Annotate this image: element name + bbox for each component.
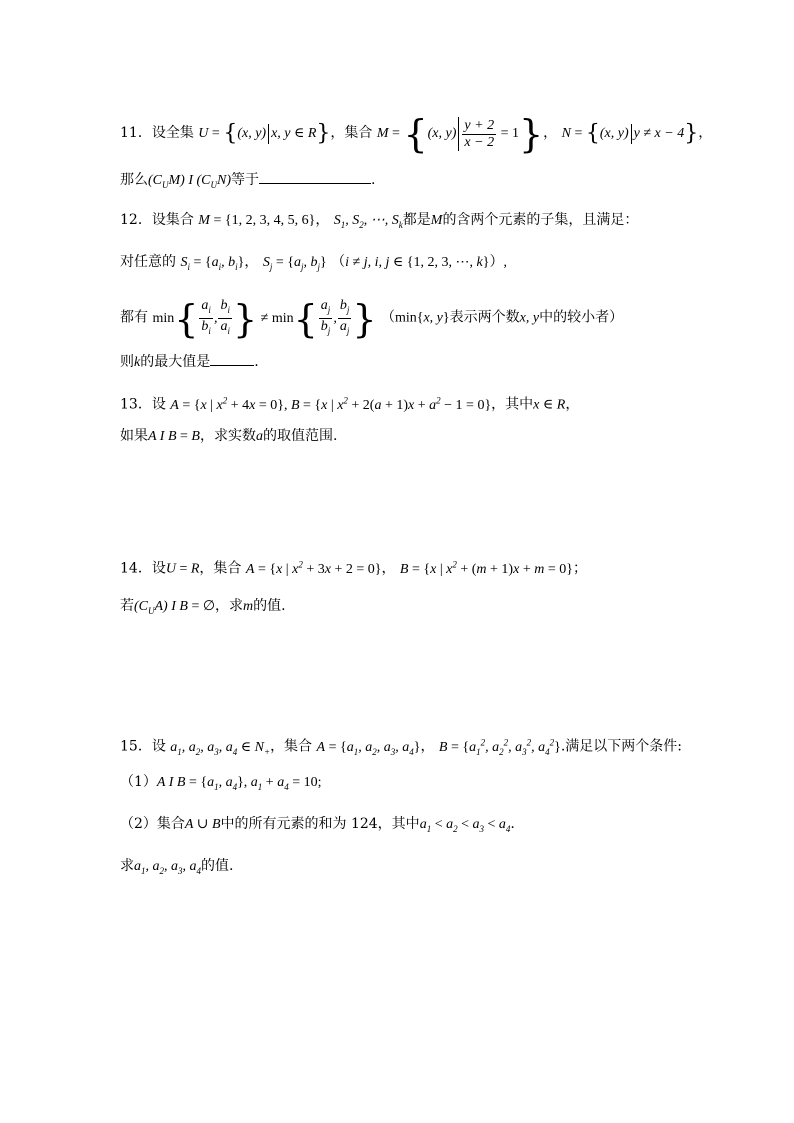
q11-line2: 那么$(C_UM)$ I $(C_UN)$等于 . [120,172,376,190]
q11-number: 11． [120,125,152,142]
q14-set-a: A = {x | $x^2 + 3x + 2 = 0$} [245,559,382,577]
q12-sj: $S_j = \{a_j$, $b_j$} [262,255,327,272]
q12-line3: 都有 min{ $\frac{a_i}{b_i}$ , $\frac{b_i}{a_i}$ } ≠ min{ $\frac{a_j}{b_j}$ , $\frac{b_j}{a_j}$ } （min{x, y}表示两个数x, y中的较小者） [120,296,624,341]
q15-elements: $a_1$, $a_2$, $a_3$, $a_4$ ∈ $N_+$ [170,739,271,757]
q12-set-m: M = {1, 2, 3, 4, 5, 6} [198,213,316,228]
q15-number: 15． [120,738,152,755]
q12-answer-blank[interactable] [210,353,254,366]
q11-set-n: N = {(x, y) y ≠ x − 4} [561,121,699,146]
q15-line4: 求$a_1$, $a_2$, $a_3$, $a_4$的值. [120,858,234,876]
q11-answer-blank[interactable] [259,171,371,184]
q12-si: $S_i = \{a_i$, $b_i$} [180,255,245,272]
q15-set-b: $B = \{a_1^2$, $a_2^2$, $a_3^2$, $a_4^2$} [438,737,561,757]
q12-line2: 对任意的 $S_i = \{a_i$, $b_i$}， $S_j = \{a_j$, $b_j$} （i ≠ j, i, j ∈ {1, 2, 3, ⋯, k}）, [120,254,507,272]
q11-set-u: U = {(x, y) x, y ∈ R} [198,121,331,146]
q13-sets: A = {x | $x^2 + 4x = 0$}, B = {x | $x^2 + 2(a + 1)x + a^2 - 1 = 0$} [170,395,492,413]
q12-number: 12． [120,212,152,228]
q13-number: 13． [120,396,152,413]
q12-line1: 12．设集合 M = {1, 2, 3, 4, 5, 6}， $S_1$, $S_2$, ⋯, $S_k$都是M的含两个元素的子集，且满足： [120,212,639,230]
q14-number: 14． [120,560,152,577]
q12-subsets: $S_1$, $S_2$, ⋯, $S_k$ [333,213,403,230]
q12-line4: 则k的最大值是 . [120,354,259,370]
q13-line2: 如果A I B = B，求实数a的取值范围. [120,428,338,444]
q11-line1: 11．设全集 U = {(x, y) x, y ∈ R}，集合 M = {(x, y) $\frac{y + 2}{x - 2}$ = 1}， N = {(x, y) y ≠ x − 4}， [120,112,713,156]
q14-line2: 若$(C_UA)$ I B = ∅，求m的值. [120,598,286,616]
q11-set-m: M = {(x, y) $\frac{y + 2}{x - 2}$ = 1} [376,112,544,156]
q14-condition: $(C_UA)$ I B = ∅ [134,599,216,616]
q13-condition: A I B = B [148,429,200,444]
q13-line1: 13．设 A = {x | $x^2 + 4x = 0$}, B = {x | $x^2 + 2(a + 1)x + a^2 - 1 = 0$}，其中x ∈ R， [120,395,580,413]
q15-set-a: $A = \{a_1$, $a_2$, $a_3$, $a_4$} [316,739,421,757]
q14-line1: 14．设U = R，集合 A = {x | $x^2 + 3x + 2 = 0$}， B = {x | $x^2 + (m + 1)x + m = 0$}； [120,559,587,577]
q15-condition-1: （1）A I $B = \{a_1$, $a_4$}, $a_1 + a_4 = 10$; [120,774,322,792]
q15-line1: 15．设 $a_1$, $a_2$, $a_3$, $a_4$ ∈ $N_+$，集合 $A = \{a_1$, $a_2$, $a_3$, $a_4$}， $B = \{a_1^2$, $a_2^2$, $a_3^2$, $a_4^2$}.满足以下两个条件: [120,737,682,757]
q15-condition-2: （2）集合A ∪ B中的所有元素的和为 124，其中$a_1 < a_2 < a_3 < a_4$. [120,816,515,834]
q12-condition: （i ≠ j, i, j ∈ {1, 2, 3, ⋯, k}）, [331,255,507,270]
q11-expression: $(C_UM)$ I $(C_UN)$ [148,173,231,190]
q12-min-inequality: min{ $\frac{a_i}{b_i}$ , $\frac{b_i}{a_i}$ } ≠ min{ $\frac{a_j}{b_j}$ , $\frac{b_j}{a_j}$ } [152,296,377,341]
q14-set-b: B = {x | $x^2 + (m + 1)x + m = 0$} [399,559,573,577]
